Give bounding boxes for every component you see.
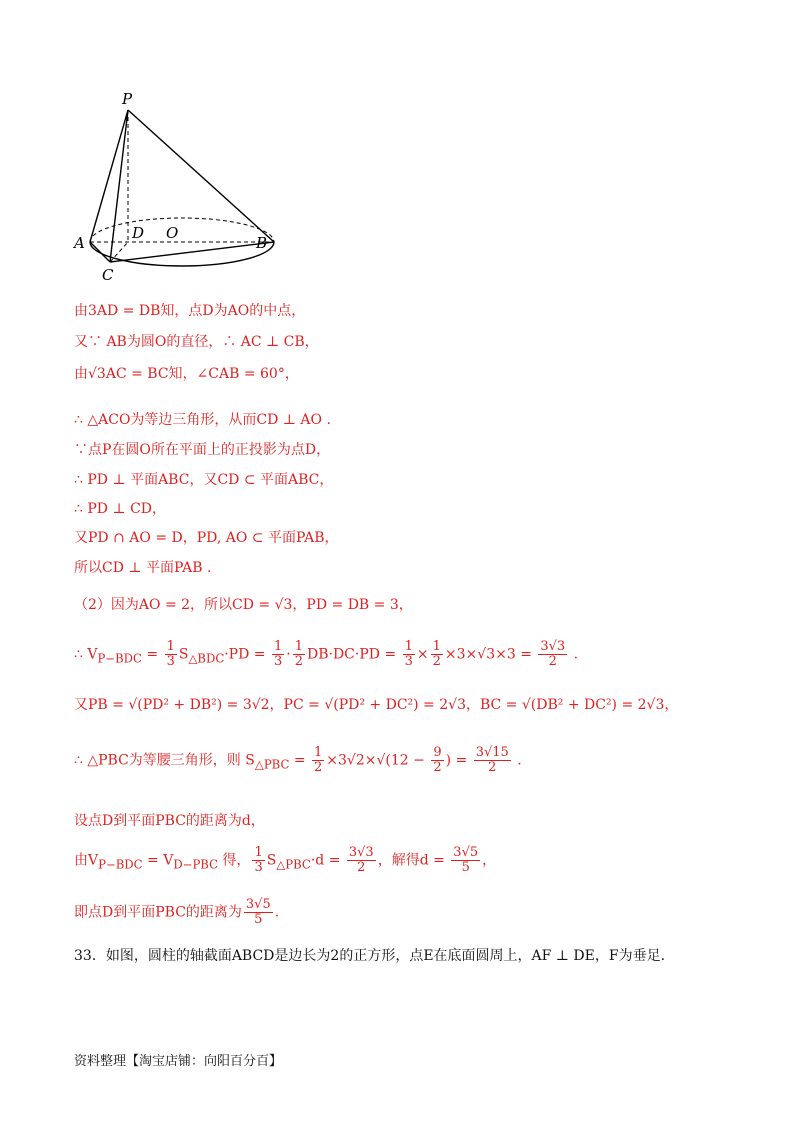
fraction: [165, 640, 177, 669]
fraction: [272, 640, 284, 669]
footer-source: 资料整理【淘宝店铺：向阳百分百】: [74, 1054, 283, 1069]
text: .: [274, 904, 280, 921]
solution-line: ∴ PD ⊥ 平面ABC，又CD ⊂ 平面ABC，: [74, 472, 334, 488]
fraction: [312, 746, 324, 775]
fraction-denominator: 3: [273, 654, 283, 669]
text: ×: [416, 646, 429, 663]
fraction-numerator: 3√5: [453, 845, 479, 860]
text: ∴ V: [74, 646, 98, 663]
fraction-denominator: 2: [432, 654, 441, 669]
fraction-denominator: 3: [254, 860, 263, 875]
text: ·PD =: [224, 646, 270, 663]
text: ×3×√3×3 =: [444, 646, 537, 663]
solution-line: 又∵ AB为圆O的直径，∴ AC ⊥ CB，: [74, 334, 319, 350]
fraction-numerator: 1: [314, 745, 323, 760]
text: = V: [142, 852, 174, 869]
fraction: [474, 746, 511, 775]
fraction-denominator: 5: [254, 912, 263, 927]
subscript: △BDC: [188, 651, 225, 666]
fraction-numerator: 3√15: [475, 745, 509, 760]
fraction: [244, 898, 273, 927]
text: ·d =: [310, 852, 345, 869]
fraction-numerator: 3√3: [348, 845, 374, 860]
fraction-denominator: 5: [461, 860, 470, 875]
text: ) =: [445, 752, 472, 769]
distance-line: [74, 846, 496, 875]
area-line: [74, 746, 522, 775]
subscript: P−BDC: [97, 651, 142, 666]
text: 由V: [74, 852, 99, 869]
label-o: O: [166, 224, 179, 242]
solution-line: ∴ PD ⊥ CD，: [74, 501, 167, 517]
text: 得，: [217, 852, 251, 869]
text: ，: [482, 852, 497, 869]
text: S: [178, 646, 189, 663]
solution-line: 由3AD = DB知，点D为AO的中点，: [74, 303, 306, 319]
volume-line: [74, 640, 578, 669]
solution-line: （2）因为AO = 2，所以CD = √3，PD = DB = 3，: [74, 597, 413, 613]
fraction: [252, 846, 264, 875]
fraction: [431, 640, 443, 669]
text: S: [266, 852, 277, 869]
label-c: C: [102, 266, 114, 284]
fraction: [293, 640, 305, 669]
text: 即点D到平面PBC的距离为: [74, 904, 242, 921]
fraction-numerator: 3√3: [540, 639, 566, 654]
solution-line: 由√3AC = BC知，∠CAB = 60°，: [74, 366, 299, 382]
fraction-numerator: 3√5: [245, 897, 271, 912]
text: =: [289, 752, 311, 769]
fraction-numerator: 1: [254, 845, 263, 860]
label-p: P: [122, 90, 133, 108]
fraction-denominator: 2: [433, 760, 442, 775]
fraction: [538, 640, 567, 669]
fraction-numerator: 1: [294, 639, 303, 654]
text: ·: [286, 646, 291, 663]
question-33: 33．如图，圆柱的轴截面ABCD是边长为2的正方形，点E在底面圆周上，AF ⊥ DE，F为垂足.: [74, 948, 666, 964]
solution-line: 设点D到平面PBC的距离为d，: [74, 813, 265, 829]
fraction: [403, 640, 415, 669]
cone-figure: [70, 90, 280, 290]
label-a: A: [74, 234, 85, 252]
text: DB·DC·PD =: [306, 646, 401, 663]
fraction-numerator: 1: [273, 639, 283, 654]
fraction-denominator: 3: [166, 654, 175, 669]
text: .: [512, 752, 522, 769]
solution-line: 又PD ∩ AO = D，PD, AO ⊂ 平面PAB，: [74, 530, 339, 546]
text: ∴ △PBC为等腰三角形，则 S: [74, 752, 255, 769]
solution-line: 又PB = √(PD² + DB²) = 3√2，PC = √(PD² + DC²) = 2√3，BC = √(DB² + DC²) = 2√3，: [74, 697, 679, 713]
solution-line: ∵点P在圆O所在平面上的正投影为点D，: [74, 442, 331, 458]
fraction-denominator: 2: [548, 654, 557, 669]
fraction-numerator: 1: [166, 639, 175, 654]
fraction-numerator: 9: [433, 745, 442, 760]
subscript: △PBC: [276, 857, 311, 872]
fraction-denominator: 2: [357, 860, 366, 875]
fraction-denominator: 3: [404, 654, 413, 669]
fraction-denominator: 2: [314, 760, 323, 775]
subscript: D−PBC: [173, 857, 218, 872]
fraction-denominator: 2: [294, 654, 303, 669]
fraction-numerator: 1: [432, 639, 441, 654]
fraction: [347, 846, 376, 875]
text: ×3√2×√(12 −: [326, 752, 430, 769]
label-d: D: [132, 224, 145, 242]
solution-line: ∴ △ACO为等边三角形，从而CD ⊥ AO .: [74, 412, 331, 428]
label-b: B: [256, 234, 268, 252]
solution-line: 所以CD ⊥ 平面PAB .: [74, 560, 212, 576]
fraction: [431, 746, 443, 775]
text: =: [141, 646, 163, 663]
fraction: [451, 846, 480, 875]
text: .: [569, 646, 579, 663]
subscript: P−BDC: [98, 857, 143, 872]
fraction-numerator: 1: [404, 639, 413, 654]
subscript: △PBC: [254, 757, 290, 772]
conclusion-line: [74, 898, 279, 927]
fraction-denominator: 2: [488, 760, 497, 775]
text: ，解得d =: [377, 852, 450, 869]
